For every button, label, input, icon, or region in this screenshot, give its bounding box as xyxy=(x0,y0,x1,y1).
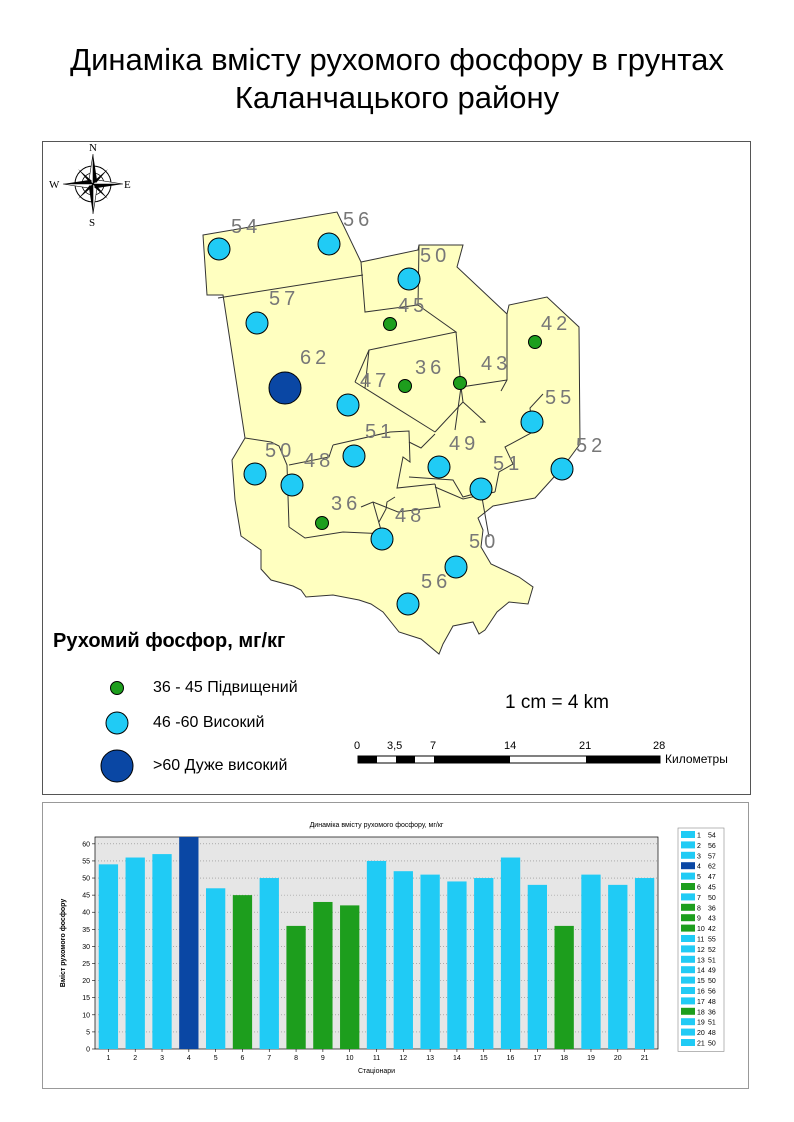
bar-3 xyxy=(152,854,171,1049)
chart-legend-value: 48 xyxy=(708,998,716,1006)
station-label-9: 43 xyxy=(481,353,512,375)
station-label-19: 48 xyxy=(395,505,426,527)
station-symbol-10 xyxy=(337,394,359,416)
x-tick-label: 19 xyxy=(587,1055,595,1062)
chart-legend-swatch xyxy=(681,873,695,880)
x-tick-label: 10 xyxy=(345,1055,354,1062)
compass-w: W xyxy=(49,179,60,191)
chart-legend-station: 1 xyxy=(697,832,701,840)
chart-legend-swatch xyxy=(681,1039,695,1046)
chart-legend-value: 50 xyxy=(708,1040,716,1048)
station-symbol-4 xyxy=(384,318,397,331)
chart-y-label: Вміст рухомого фосфору xyxy=(60,898,67,988)
map-title-line1: Динаміка вмісту рухомого фосфору в грунтах xyxy=(70,42,724,77)
y-tick-label: 45 xyxy=(82,892,90,900)
chart-legend-swatch xyxy=(681,935,695,942)
chart-legend-station: 17 xyxy=(697,998,705,1006)
bar-19 xyxy=(581,875,600,1049)
chart-title: Динаміка вмісту рухомого фосфору, мг/кг xyxy=(309,822,444,829)
bar-18 xyxy=(555,926,574,1049)
x-tick-label: 1 xyxy=(106,1055,111,1062)
chart-legend-value: 62 xyxy=(708,863,716,871)
bar-chart xyxy=(43,803,748,1088)
chart-legend-swatch xyxy=(681,966,695,973)
x-tick-label: 15 xyxy=(479,1055,488,1062)
chart-legend-value: 49 xyxy=(708,967,716,975)
x-tick-label: 17 xyxy=(533,1055,542,1062)
chart-legend-station: 19 xyxy=(697,1019,705,1027)
bar-21 xyxy=(635,878,654,1049)
bar-10 xyxy=(340,905,359,1049)
chart-legend-value: 51 xyxy=(708,1019,716,1027)
bar-14 xyxy=(447,881,466,1049)
chart-legend-value: 54 xyxy=(708,832,716,840)
station-symbol-5 xyxy=(246,312,268,334)
chart-legend-swatch xyxy=(681,914,695,921)
y-tick-label: 5 xyxy=(86,1029,90,1037)
chart-legend-value: 50 xyxy=(708,894,716,902)
x-tick-label: 2 xyxy=(133,1055,138,1062)
x-tick-label: 9 xyxy=(320,1055,325,1062)
scale-tick-5: 28 xyxy=(653,740,666,752)
chart-legend-station: 9 xyxy=(697,915,701,923)
chart-legend-value: 50 xyxy=(708,978,716,986)
x-tick-label: 20 xyxy=(613,1055,622,1062)
chart-legend-value: 56 xyxy=(708,988,716,996)
chart-legend-station: 15 xyxy=(697,978,705,986)
station-symbol-2 xyxy=(318,233,340,255)
legend-label-medium: 36 - 45 Підвищений xyxy=(153,679,298,696)
bar-17 xyxy=(528,885,547,1049)
station-label-11: 55 xyxy=(545,387,576,409)
chart-legend-value: 57 xyxy=(708,853,716,861)
legend-title: Рухомий фосфор, мг/кг xyxy=(53,630,286,652)
chart-legend-station: 8 xyxy=(697,905,701,913)
bar-9 xyxy=(313,902,332,1049)
x-tick-label: 8 xyxy=(294,1055,299,1062)
compass-s: S xyxy=(89,217,96,229)
chart-legend-station: 20 xyxy=(697,1030,705,1038)
station-symbol-21 xyxy=(397,593,419,615)
chart-legend-swatch xyxy=(681,1008,695,1015)
y-tick-label: 55 xyxy=(82,858,90,866)
chart-legend-station: 2 xyxy=(697,842,701,850)
chart-legend-swatch xyxy=(681,1018,695,1025)
chart-legend-swatch xyxy=(681,977,695,984)
x-tick-label: 4 xyxy=(186,1055,191,1062)
scale-unit: Километры xyxy=(665,752,728,766)
station-label-4: 45 xyxy=(398,295,429,317)
legend-symbol-high xyxy=(106,712,128,734)
bar-16 xyxy=(501,858,520,1049)
x-tick-label: 14 xyxy=(453,1055,461,1062)
y-tick-label: 0 xyxy=(86,1046,90,1054)
chart-legend-swatch xyxy=(681,831,695,838)
chart-legend-station: 11 xyxy=(697,936,705,944)
chart-legend-station: 21 xyxy=(697,1040,705,1048)
chart-legend-swatch xyxy=(681,841,695,848)
bar-15 xyxy=(474,878,493,1049)
station-symbol-18 xyxy=(316,517,329,530)
chart-x-label: Стаціонари xyxy=(357,1068,396,1075)
x-tick-label: 3 xyxy=(160,1055,164,1062)
station-label-12: 51 xyxy=(365,421,396,443)
legend-symbol-medium xyxy=(111,682,124,695)
map-frame xyxy=(42,141,751,795)
station-symbol-14 xyxy=(551,458,573,480)
bar-6 xyxy=(233,895,252,1049)
chart-legend-station: 3 xyxy=(697,853,701,861)
chart-legend-swatch xyxy=(681,925,695,932)
scale-tick-1: 3,5 xyxy=(387,740,403,752)
y-tick-label: 20 xyxy=(82,978,90,986)
station-label-20: 50 xyxy=(469,531,500,553)
scale-ratio: 1 cm = 4 km xyxy=(505,692,609,713)
station-symbol-12 xyxy=(343,445,365,467)
chart-legend-value: 48 xyxy=(708,1030,716,1038)
chart-legend-swatch xyxy=(681,987,695,994)
station-symbol-9 xyxy=(454,377,467,390)
bar-12 xyxy=(394,871,413,1049)
chart-legend-value: 36 xyxy=(708,905,716,913)
chart-legend-value: 43 xyxy=(708,915,716,923)
scale-bar xyxy=(358,756,660,763)
station-label-21: 56 xyxy=(421,571,452,593)
x-tick-label: 11 xyxy=(372,1055,381,1062)
station-label-13: 49 xyxy=(449,433,480,455)
compass-e: E xyxy=(124,179,131,191)
chart-legend-station: 4 xyxy=(697,863,701,871)
station-label-16: 48 xyxy=(304,450,335,472)
y-tick-label: 15 xyxy=(82,995,90,1003)
station-label-5: 57 xyxy=(269,288,300,310)
chart-legend-value: 51 xyxy=(708,957,716,965)
y-tick-label: 60 xyxy=(82,841,90,849)
bar-20 xyxy=(608,885,627,1049)
station-symbol-16 xyxy=(281,474,303,496)
bar-11 xyxy=(367,861,386,1049)
y-tick-label: 50 xyxy=(82,875,90,883)
chart-legend-value: 42 xyxy=(708,926,716,934)
chart-legend-station: 18 xyxy=(697,1009,705,1017)
chart-legend-value: 52 xyxy=(708,946,716,954)
chart-legend-swatch xyxy=(681,956,695,963)
chart-legend-swatch xyxy=(681,997,695,1004)
station-symbol-19 xyxy=(371,528,393,550)
chart-legend-swatch xyxy=(681,945,695,952)
map-canvas xyxy=(43,142,750,794)
chart-legend-value: 56 xyxy=(708,842,716,850)
x-tick-label: 18 xyxy=(560,1055,569,1062)
chart-legend-station: 6 xyxy=(697,884,701,892)
y-tick-label: 30 xyxy=(82,943,90,951)
y-tick-label: 25 xyxy=(82,961,90,969)
chart-frame xyxy=(42,802,749,1089)
chart-legend-station: 14 xyxy=(697,967,705,975)
scale-tick-0: 0 xyxy=(354,740,361,752)
station-label-17: 51 xyxy=(493,453,524,475)
x-tick-label: 7 xyxy=(267,1055,272,1062)
station-label-8: 36 xyxy=(415,357,446,379)
x-tick-label: 12 xyxy=(399,1055,408,1062)
station-label-18: 36 xyxy=(331,493,362,515)
chart-legend-station: 13 xyxy=(697,957,705,965)
station-symbol-17 xyxy=(470,478,492,500)
bar-5 xyxy=(206,888,225,1049)
legend-label-high: 46 -60 Високий xyxy=(153,714,265,731)
station-label-7: 62 xyxy=(300,347,331,369)
station-symbol-6 xyxy=(529,336,542,349)
station-label-3: 50 xyxy=(420,245,451,267)
x-tick-label: 5 xyxy=(213,1055,218,1062)
station-symbol-15 xyxy=(244,463,266,485)
x-tick-label: 6 xyxy=(240,1055,245,1062)
scale-tick-4: 21 xyxy=(579,740,592,752)
chart-legend-value: 55 xyxy=(708,936,716,944)
station-symbol-7 xyxy=(269,372,301,404)
chart-legend-value: 45 xyxy=(708,884,716,892)
chart-legend-station: 16 xyxy=(697,988,705,996)
station-symbol-11 xyxy=(521,411,543,433)
bar-8 xyxy=(286,926,305,1049)
x-tick-label: 16 xyxy=(506,1055,515,1062)
bar-1 xyxy=(99,864,118,1049)
chart-legend-station: 10 xyxy=(697,926,705,934)
scale-tick-2: 7 xyxy=(430,740,437,752)
bar-4 xyxy=(179,837,198,1049)
station-label-1: 54 xyxy=(231,216,262,238)
compass-rose-icon xyxy=(49,142,131,229)
bar-7 xyxy=(260,878,279,1049)
chart-legend-station: 5 xyxy=(697,874,701,882)
legend-symbol-very-high xyxy=(101,750,133,782)
bar-13 xyxy=(420,875,439,1049)
chart-legend-station: 12 xyxy=(697,946,705,954)
chart-legend-station: 7 xyxy=(697,894,701,902)
y-tick-label: 10 xyxy=(82,1012,90,1020)
chart-legend-swatch xyxy=(681,1029,695,1036)
station-symbol-13 xyxy=(428,456,450,478)
chart-legend-swatch xyxy=(681,862,695,869)
station-label-10: 47 xyxy=(360,370,391,392)
x-tick-label: 13 xyxy=(426,1055,435,1062)
station-label-14: 52 xyxy=(576,435,607,457)
station-symbol-1 xyxy=(208,238,230,260)
station-symbol-3 xyxy=(398,268,420,290)
station-label-15: 50 xyxy=(265,440,296,462)
chart-legend-value: 36 xyxy=(708,1009,716,1017)
chart-legend-value: 47 xyxy=(708,874,716,882)
bar-2 xyxy=(126,858,145,1049)
chart-legend-swatch xyxy=(681,883,695,890)
chart-legend-swatch xyxy=(681,893,695,900)
station-label-2: 56 xyxy=(343,209,374,231)
legend-label-very-high: >60 Дуже високий xyxy=(153,757,288,774)
map-title-line2: Каланчацького району xyxy=(234,80,560,115)
y-tick-label: 35 xyxy=(82,926,90,934)
compass-n: N xyxy=(89,142,97,154)
station-label-6: 42 xyxy=(541,313,572,335)
station-symbol-8 xyxy=(399,380,412,393)
x-tick-label: 21 xyxy=(640,1055,649,1062)
chart-legend-swatch xyxy=(681,904,695,911)
chart-legend-swatch xyxy=(681,852,695,859)
scale-tick-3: 14 xyxy=(504,740,517,752)
y-tick-label: 40 xyxy=(82,909,90,917)
